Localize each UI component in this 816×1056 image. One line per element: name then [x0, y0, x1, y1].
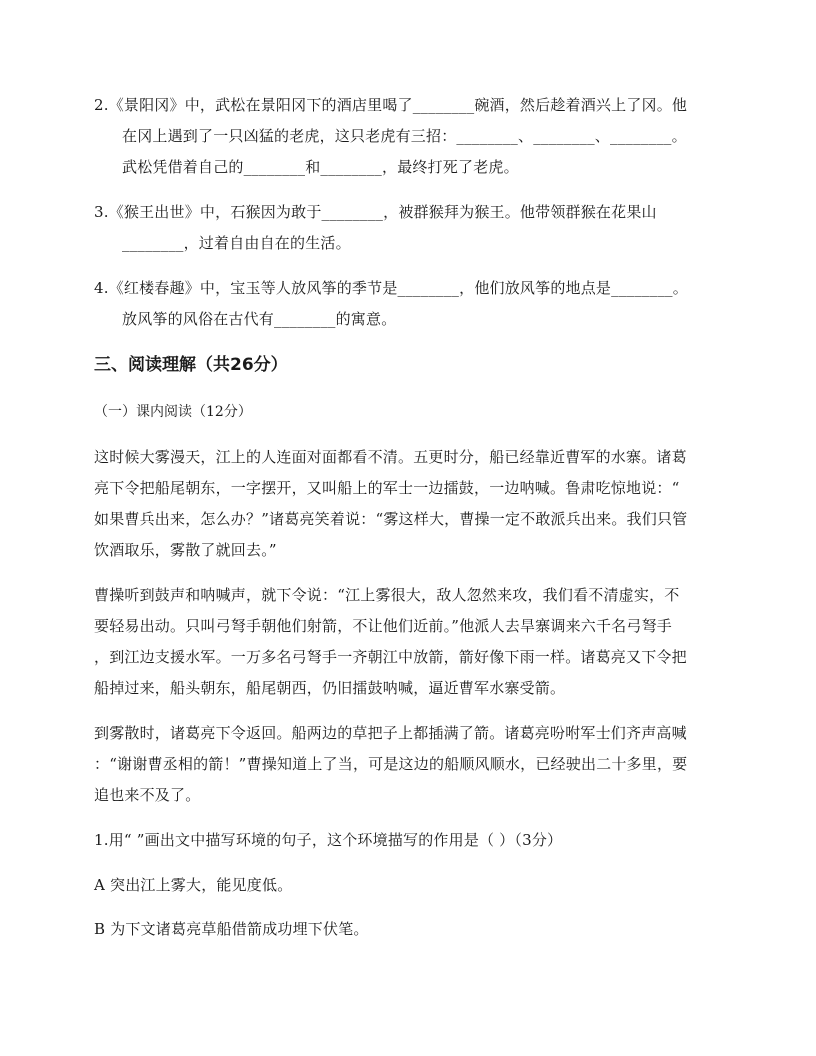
- question-1-stem: 1.用“ ”画出文中描写环境的句子，这个环境描写的作用是（ ）（3分）: [94, 831, 563, 849]
- subsection-heading: （一）课内阅读（12分）: [94, 404, 252, 420]
- question-2-line-3: 武松凭借着自己的________和________，最终打死了老虎。: [122, 158, 519, 176]
- passage-p1-line-4: 饮酒取乐，雾散了就回去。”: [94, 541, 277, 559]
- question-2-line-1: 2.《景阳冈》中，武松在景阳冈下的酒店里喝了________碗酒，然后趁着酒兴上了冈。他: [94, 96, 688, 114]
- passage-p2-line-2: 要轻易出动。只叫弓弩手朝他们射箭，不让他们近前。”他派人去旱寨调来六千名弓弩手: [94, 617, 672, 635]
- passage-p3-line-3: 追也来不及了。: [94, 786, 201, 804]
- passage-p3-line-2: ：“谢谢曹丞相的箭！”曹操知道上了当，可是这边的船顺风顺水，已经驶出二十多里，要: [94, 755, 688, 773]
- question-1-option-a: A 突出江上雾大，能见度低。: [94, 876, 293, 894]
- question-3-line-2: ________，过着自由自在的生活。: [122, 234, 351, 252]
- question-2-line-2: 在冈上遇到了一只凶猛的老虎，这只老虎有三招：________、________、________。: [122, 127, 687, 145]
- question-3-line-1: 3.《猴王出世》中，石猴因为敢于________，被群猴拜为猴王。他带领群猴在花果山: [94, 203, 657, 221]
- question-4-line-1: 4.《红楼春趣》中，宝玉等人放风筝的季节是________，他们放风筝的地点是________。: [94, 279, 688, 297]
- passage-p1-line-3: 如果曹兵出来，怎么办？”诸葛亮笑着说：“雾这样大，曹操一定不敢派兵出来。我们只管: [94, 510, 688, 528]
- passage-p2-line-3: ，到江边支援水军。一万多名弓弩手一齐朝江中放箭，箭好像下雨一样。诸葛亮又下令把: [94, 648, 687, 666]
- section-heading: 三、阅读理解（共26分）: [94, 355, 288, 375]
- passage-p3-line-1: 到雾散时，诸葛亮下令返回。船两边的草把子上都插满了箭。诸葛亮吩咐军士们齐声高喊: [94, 724, 687, 742]
- passage-p2-line-4: 船掉过来，船头朝东，船尾朝西，仍旧擂鼓呐喊，逼近曹军水寨受箭。: [94, 679, 566, 697]
- passage-p2-line-1: 曹操听到鼓声和呐喊声，就下令说：“江上雾很大，敌人忽然来攻，我们看不清虚实，不: [94, 586, 680, 604]
- passage-p1-line-2: 亮下令把船尾朝东，一字摆开，又叫船上的军士一边擂鼓，一边呐喊。鲁肃吃惊地说：“: [94, 479, 680, 497]
- question-4-line-2: 放风筝的风俗在古代有________的寓意。: [122, 310, 397, 328]
- question-1-option-b: B 为下文诸葛亮草船借箭成功埋下伏笔。: [94, 920, 369, 938]
- passage-p1-line-1: 这时候大雾漫天，江上的人连面对面都看不清。五更时分，船已经靠近曹军的水寨。诸葛: [94, 448, 687, 466]
